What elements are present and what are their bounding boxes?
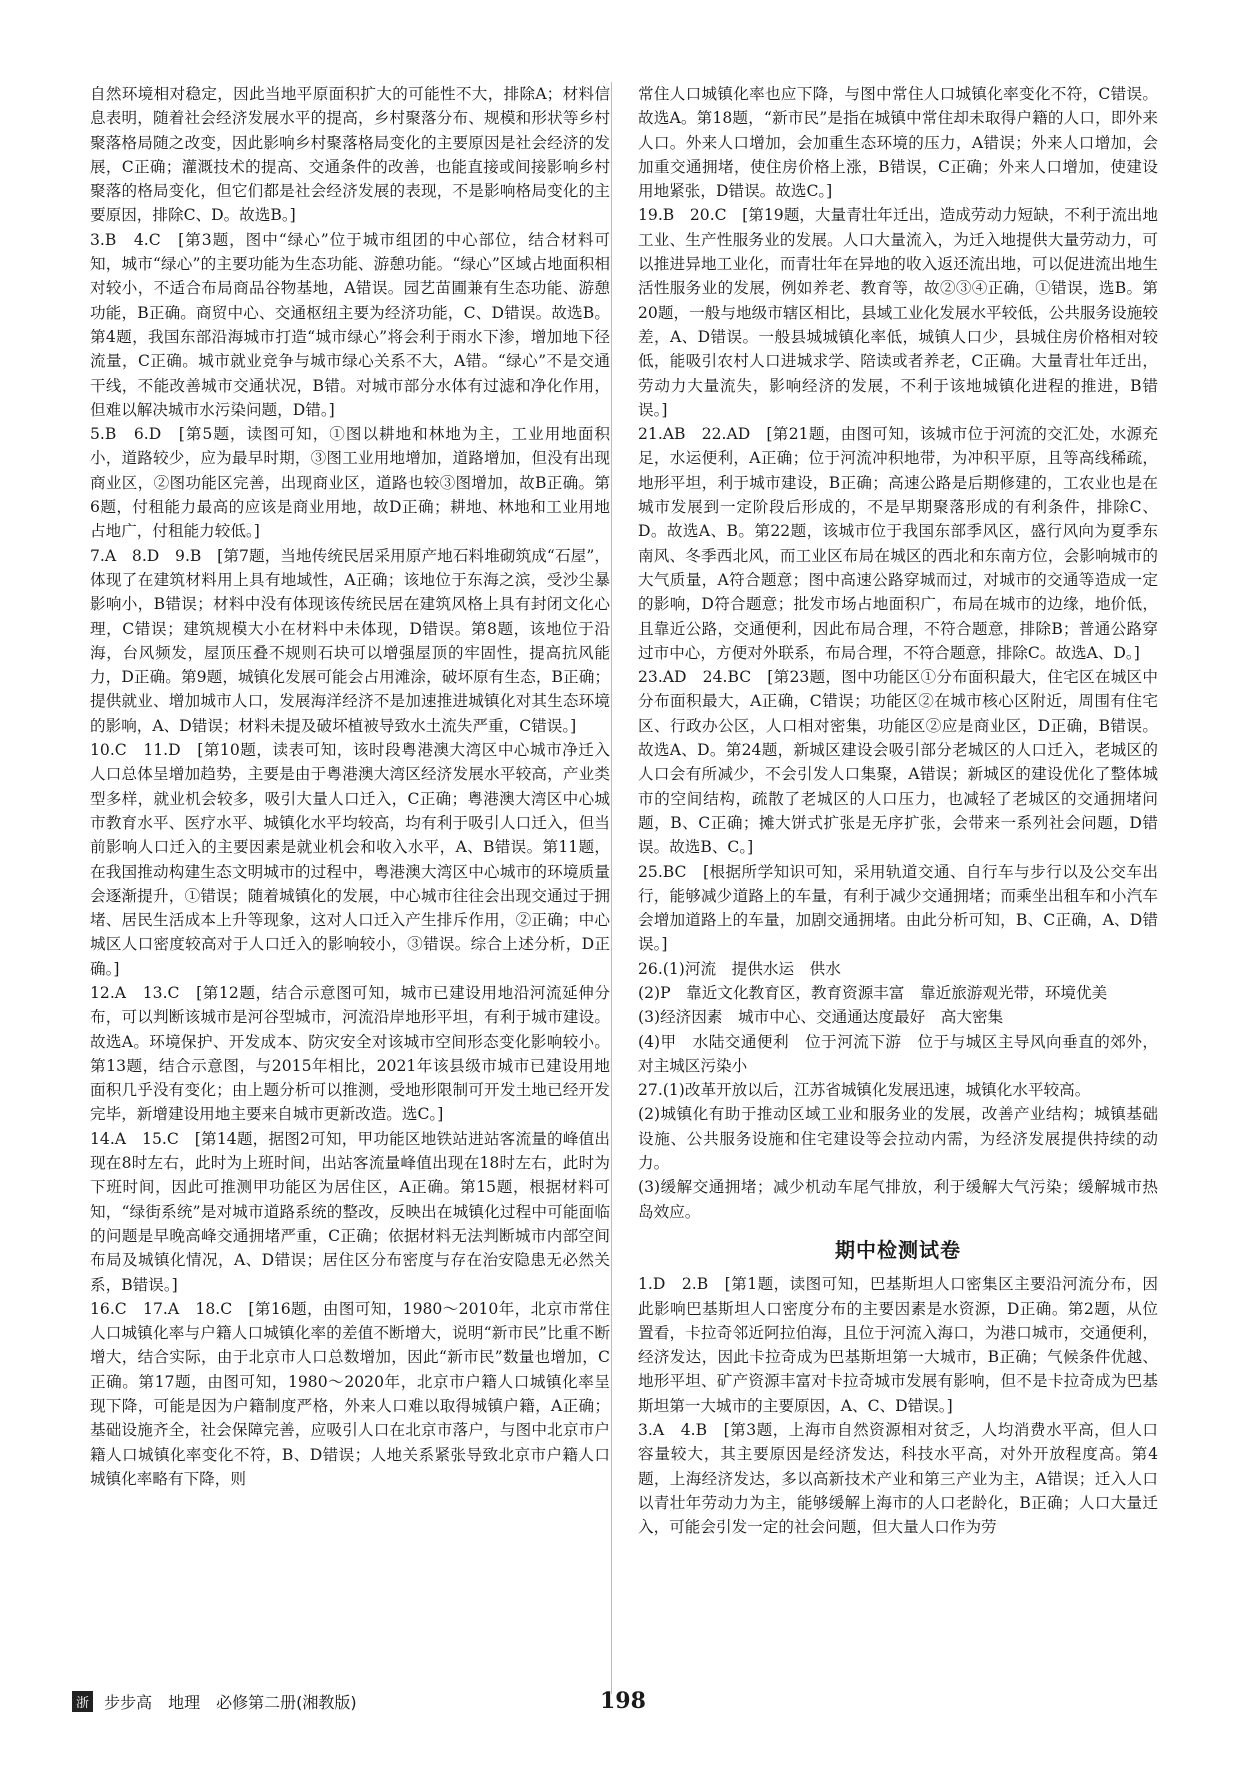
column-divider <box>611 82 612 1694</box>
book-title: 步步高 地理 必修第二册(湘教版) <box>104 1693 357 1712</box>
left-column <box>90 82 610 1491</box>
answer-paragraph: (2)P 靠近文化教育区，教育资源丰富 靠近旅游观光带，环境优美 <box>638 983 1108 1002</box>
answer-paragraph: 常住人口城镇化率也应下降，与图中常住人口城镇化率变化不符，C错误。故选A。第18题，“新市民”是指在城镇中常住却未取得户籍的人口，即外来人口。外来人口增加，会加重生态环境的压力，A错误；外来人口增加，会加重交通拥堵，使住房价格上涨，B错误，C正确；外来人口增加，使建设用地紧张，D错误。故选C。] <box>638 85 1158 201</box>
answer-paragraph: 16.C 17.A 18.C [第16题，由图可知，1980～2010年，北京市常住人口城镇化率与户籍人口城镇化率的差值不断增大，说明“新市民”比重不断增大，结合实际，由于北京市人口总数增加，因此“新市民”数量也增加，C正确。第17题，由图可知，1980～2020年，北京市户籍人口城镇化率呈现下降，可能是因为户籍制度严格，外来人口难以取得城镇户籍，A正确；基础设施齐全，社会保障完善，应吸引人口在北京市落户，与图中北京市户籍人口城镇化率变化不符，B、D错误；人地关系紧张导致北京市户籍人口城镇化率略有下降，则 <box>90 1299 610 1488</box>
answer-paragraph: 23.AD 24.BC [第23题，图中功能区①分布面积最大，住宅区在城区中分布面积最大，A正确，C错误；功能区②在城市核心区附近，周围有住宅区、行政办公区，人口相对密集，功能区②应是商业区，D正确，B错误。故选A、D。第24题，新城区建设会吸引部分老城区的人口迁入，老城区的人口会有所减少，不会引发人口集聚，A错误；新城区的建设优化了整体城市的空间结构，疏散了老城区的人口压力，也减轻了老城区的交通拥堵问题，B、C正确；摊大饼式扩张是无序扩张，会带来一系列社会问题，D错误。故选B、C。] <box>638 668 1158 857</box>
section-title: 期中检测试卷 <box>835 1237 961 1262</box>
answer-paragraph: 自然环境相对稳定，因此当地平原面积扩大的可能性不大，排除A；材料信息表明，随着社会经济发展水平的提高，乡村聚落分布、规模和形状等乡村聚落格局随之改变，因此影响乡村聚落格局变化的主要原因是社会经济的发展，C正确；灌溉技术的提高、交通条件的改善，也能直接或间接影响乡村聚落的格局变化，但它们都是社会经济发展的表现，不是影响格局变化的主要原因，排除C、D。故选B。] <box>90 85 610 225</box>
right-column <box>638 82 1158 1540</box>
answer-paragraph: 19.B 20.C [第19题，大量青壮年迁出，造成劳动力短缺，不利于流出地工业、生产性服务业的发展。人口大量流入，为迁入地提供大量劳动力，可以推进异地工业化，而青壮年在异地的收入返还流出地，可以促进流出地生活性服务业的发展，例如养老、教育等，故②③④正确，①错误，选B。第20题，一般与地级市辖区相比，县域工业化发展水平较低，公共服务设施较差，A、D错误。一般县城城镇化率低，城镇人口少，县城住房价格相对较低，能吸引农村人口进城求学、陪读或者养老，C正确。大量青壮年迁出，劳动力大量流失，影响经济的发展，不利于该地城镇化进程的推进，B错误。] <box>638 206 1158 419</box>
answer-paragraph: 7.A 8.D 9.B [第7题，当地传统民居采用原产地石料堆砌筑成“石屋”，体现了在建筑材料用上具有地域性，A正确；该地位于东海之滨，受沙尘暴影响小，B错误；材料中没有体现该传统民居在建筑风格上具有封闭文化心理，C错误；建筑规模大小在材料中未体现，D错误。第8题，该地位于沿海，台风频发，屋顶压叠不规则石块可以增强屋顶的牢固性，提高抗风能力，D正确。第9题，城镇化发展可能会占用滩涂，破坏原有生态，B正确；提供就业、增加城市人口，发展海洋经济不是加速推进城镇化对其生态环境的影响，A、D错误；材料未提及破坏植被导致水土流失严重，C错误。] <box>90 546 610 735</box>
answer-paragraph: 5.B 6.D [第5题，读图可知，①图以耕地和林地为主，工业用地面积小，道路较少，应为最早时期，③图工业用地增加，道路增加，但没有出现商业区，②图功能区完善，出现商业区，道路也较③图增加，故B正确。第6题，付租能力最高的应该是商业用地，故D正确；耕地、林地和工业用地占地广，付租能力较低。] <box>90 425 610 541</box>
answer-paragraph: 3.A 4.B [第3题，上海市自然资源相对贫乏，人均消费水平高，但人口容量较大，其主要原因是经济发达，科技水平高，对外开放程度高。第4题，上海经济发达，多以高新技术产业和第三产业为主，A错误；迁入人口以青壮年劳动力为主，能够缓解上海市的人口老龄化，B正确；人口大量迁入，可能会引发一定的社会问题，但大量人口作为劳 <box>638 1421 1158 1537</box>
answer-paragraph: 21.AB 22.AD [第21题，由图可知，该城市位于河流的交汇处，水源充足，水运便利，A正确；位于河流冲积地带，为冲积平原，且等高线稀疏，地形平坦，利于城市建设，B正确；高速公路是后期修建的，工农业也是在城市发展到一定阶段后形成的，不是早期聚落形成的有利条件，排除C、D。故选A、B。第22题，该城市位于我国东部季风区，盛行风向为夏季东南风、冬季西北风，而工业区布局在城区的西北和东南方位，会影响城市的大气质量，A符合题意；图中高速公路穿城而过，对城市的交通等造成一定的影响，D符合题意；批发市场占地面积广，布局在城市的边缘，地价低，且靠近公路，交通便利，因此布局合理，不符合题意，排除B；普通公路穿过市中心，方便对外联系，布局合理，不符合题意，排除C。故选A、D。] <box>638 425 1158 662</box>
answer-paragraph: 14.A 15.C [第14题，据图2可知，甲功能区地铁站进站客流量的峰值出现在8时左右，此时为上班时间，出站客流量峰值出现在18时左右，此时为下班时间，因此可推测甲功能区为居住区，A正确。第15题，根据材料可知，“绿街系统”是对城市道路系统的整改，反映出在城镇化过程中可能面临的问题是早晚高峰交通拥堵严重，C正确；依据材料无法判断城市内部空间布局及城镇化情况，A、D错误；居住区分布密度与存在治安隐患无必然关系，B错误。] <box>90 1129 610 1294</box>
answer-paragraph: 26.(1)河流 提供水运 供水 <box>638 959 841 978</box>
answer-paragraph: 10.C 11.D [第10题，读表可知，该时段粤港澳大湾区中心城市净迁入人口总体呈增加趋势，主要是由于粤港澳大湾区经济发展水平较高，产业类型多样，就业机会较多，吸引大量人口迁入，C正确；粤港澳大湾区中心城市教育水平、医疗水平、城镇化水平均较高，均有利于吸引人口迁入，但当前影响人口迁入的主要因素是就业机会和收入水平，A、B错误。第11题，在我国推动构建生态文明城市的过程中，粤港澳大湾区中心城市的环境质量会逐渐提升，①错误；随着城镇化的发展，中心城市往往会出现交通过于拥堵、居民生活成本上升等现象，这对人口迁入产生排斥作用，②正确；中心城区人口密度较高对于人口迁入的影响较小，③错误。综合上述分析，D正确。] <box>90 741 610 978</box>
answer-paragraph: (4)甲 水陆交通便利 位于河流下游 位于与城区主导风向垂直的郊外，对主城区污染小 <box>638 1032 1158 1075</box>
answer-paragraph: 27.(1)改革开放以后，江苏省城镇化发展迅速，城镇化水平较高。 <box>638 1081 1091 1100</box>
answer-paragraph: (3)经济因素 城市中心、交通通达度最好 高大密集 <box>638 1008 1004 1027</box>
answer-paragraph: 3.B 4.C [第3题，图中“绿心”位于城市组团的中心部位，结合材料可知，城市“绿心”的主要功能为生态功能、游憩功能。“绿心”区域占地面积相对较小，不适合布局商品谷物基地，A错误。园艺苗圃兼有生态功能、游憩功能，B正确。商贸中心、交通枢纽主要为经济功能，C、D错误。故选B。第4题，我国东部沿海城市打造“城市绿心”将会利于雨水下渗，增加地下径流量，C正确。城市就业竞争与城市绿心关系不大，A错。“绿心”不是交通干线，不能改善城市交通状况，B错。对城市部分水体有过滤和净化作用，但难以解决城市水污染问题，D错。] <box>90 230 610 419</box>
page-footer <box>72 1690 1172 1720</box>
answer-paragraph: 1.D 2.B [第1题，读图可知，巴基斯坦人口密集区主要沿河流分布，因此影响巴基斯坦人口密度分布的主要因素是水资源，D正确。第2题，从位置看，卡拉奇邻近阿拉伯海，且位于河流入海口，为港口城市，交通便利，经济发达，因此卡拉奇成为巴基斯坦第一大城市，B正确；气候条件优越、地形平坦、矿产资源丰富对卡拉奇城市发展有影响，但不是卡拉奇成为巴基斯坦第一大城市的主要原因，A、C、D错误。] <box>638 1275 1158 1415</box>
answer-paragraph: (2)城镇化有助于推动区域工业和服务业的发展，改善产业结构；城镇基础设施、公共服务设施和住宅建设等会拉动内需，为经济发展提供持续的动力。 <box>638 1105 1158 1173</box>
answer-paragraph: 12.A 13.C [第12题，结合示意图可知，城市已建设用地沿河流延伸分布，可以判断该城市是河谷型城市，河流沿岸地形平坦，有利于城市建设。故选A。环境保护、开发成本、防灾安全对该城市空间形态变化影响较小。第13题，结合示意图，与2015年相比，2021年该县级市城市已建设用地面积几乎没有变化；由上题分析可以推测，受地形限制可开发土地已经开发完毕，新增建设用地主要来自城市更新改造。选C。] <box>90 983 610 1124</box>
answer-paragraph: 25.BC [根据所学知识可知，采用轨道交通、自行车与步行以及公交车出行，能够减少道路上的车量，有利于减少交通拥堵；而乘坐出租车和小汽车会增加道路上的车量，加剧交通拥堵。由此分析可知，B、C正确，A、D错误。] <box>638 862 1158 954</box>
page-number: 198 <box>600 1688 646 1714</box>
province-badge: 浙 <box>72 1691 93 1712</box>
answer-paragraph: (3)缓解交通拥堵；减少机动车尾气排放，利于缓解大气污染；缓解城市热岛效应。 <box>638 1178 1158 1221</box>
